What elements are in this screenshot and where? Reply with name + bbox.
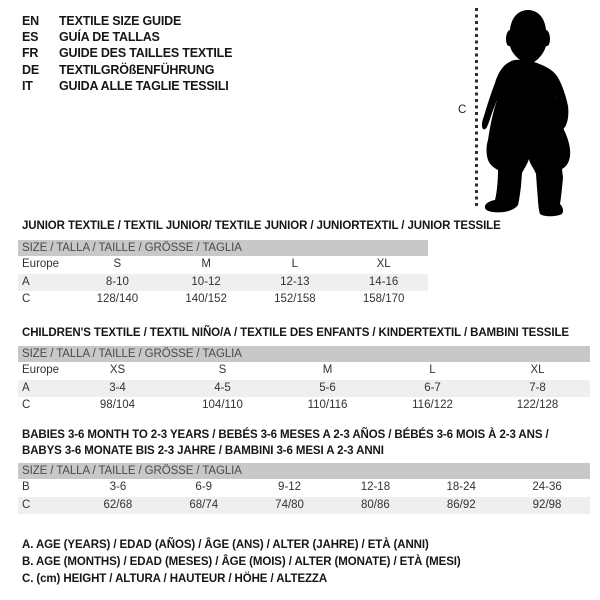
height-dashed-line (475, 8, 478, 209)
children-table-title (22, 325, 569, 341)
size-cell: M (322, 364, 333, 376)
babies-table-title-line: BABIES 3-6 MONTH TO 2-3 YEARS / BEBÉS 3-6 MESES A 2-3 AÑOS / BÉBÉS 3-6 MOIS À 2-3 ANS / (22, 429, 549, 441)
size-cell: 9-12 (278, 481, 302, 493)
size-cell: 3-4 (109, 381, 126, 394)
babies-size-table (18, 463, 590, 514)
babies-table-title (22, 427, 549, 459)
legend-note-a: A. AGE (YEARS) / EDAD (AÑOS) / ÂGE (ANS) / ALTER (JAHRE) / ETÀ (ANNI) (22, 539, 429, 551)
size-cell: 10-12 (191, 275, 221, 288)
language-row (22, 45, 232, 61)
children-size-table (18, 346, 590, 415)
size-cell: 24-36 (532, 481, 562, 493)
language-code: DE (22, 62, 39, 77)
language-row (22, 78, 232, 94)
table-row (18, 274, 428, 292)
table-row (18, 291, 428, 309)
row-label: A (22, 275, 30, 288)
size-cell: 8-10 (105, 275, 129, 288)
size-cell: 3-6 (109, 481, 127, 493)
row-label: C (22, 498, 31, 511)
size-cell: 5-6 (319, 381, 336, 394)
size-cell: 110/116 (307, 399, 348, 411)
size-cell: S (113, 258, 122, 270)
size-cell: 122/128 (516, 399, 559, 411)
row-label: B (22, 481, 30, 493)
language-title: GUIDE DES TAILLES TEXTILE (59, 46, 233, 61)
language-title: GUÍA DE TALLAS (59, 30, 160, 45)
size-cell: 116/122 (412, 399, 453, 411)
size-cell: 18-24 (446, 481, 476, 493)
table-row (18, 497, 590, 515)
table-row (18, 479, 590, 497)
language-code: FR (22, 46, 39, 61)
size-cell: L (291, 258, 299, 270)
table-row (18, 362, 590, 380)
size-cell: 12-13 (280, 275, 310, 288)
size-cell: 12-18 (360, 481, 391, 493)
legend-notes (22, 537, 461, 589)
language-code: ES (22, 30, 39, 45)
size-cell: 92/98 (532, 498, 562, 511)
baby-silhouette-icon (480, 8, 574, 218)
language-title-list (22, 13, 232, 94)
size-cell: 14-16 (368, 275, 399, 288)
size-cell: 6-9 (195, 481, 213, 493)
size-cell: 158/170 (362, 293, 405, 305)
size-cell: 98/104 (99, 399, 136, 411)
babies-table-title-line: BABYS 3-6 MONATE BIS 2-3 JAHRE / BAMBINI 3-6 MESI A 2-3 ANNI (22, 445, 384, 457)
row-label: C (22, 399, 31, 411)
language-title: TEXTILGRÖßENFÜHRUNG (59, 62, 215, 77)
legend-note-b: B. AGE (MONTHS) / EDAD (MESES) / ÂGE (MOIS) / ALTER (MONATE) / ETÀ (MESI) (22, 556, 461, 569)
table-row (18, 256, 428, 274)
children-table-title-line: CHILDREN'S TEXTILE / TEXTIL NIÑO/A / TEXTILE DES ENFANTS / KINDERTEXTIL / BAMBINI TESSILE (22, 327, 569, 339)
size-cell: L (429, 364, 436, 376)
junior-table-title-line: JUNIOR TEXTILE / TEXTIL JUNIOR/ TEXTILE JUNIOR / JUNIORTEXTIL / JUNIOR TESSILE (22, 220, 501, 232)
size-cell: M (201, 258, 211, 270)
language-row (22, 62, 232, 78)
size-cell: 4-5 (214, 381, 231, 394)
language-row (22, 13, 232, 29)
row-label: Europe (22, 258, 60, 270)
size-cell: 62/68 (103, 498, 133, 511)
size-cell: 128/140 (96, 293, 139, 305)
size-cell: XL (530, 364, 545, 376)
size-cell: 74/80 (275, 498, 304, 511)
table-row (18, 397, 590, 415)
language-code: EN (22, 14, 39, 29)
language-title: TEXTILE SIZE GUIDE (59, 14, 182, 29)
size-cell: XL (376, 258, 391, 270)
table-row (18, 380, 590, 398)
size-cell: 80/86 (361, 498, 390, 511)
size-cell: 140/152 (185, 293, 227, 305)
size-cell: XS (109, 364, 126, 376)
size-cell: 68/74 (189, 498, 219, 511)
row-label: C (22, 293, 31, 305)
size-cell: 152/158 (274, 293, 316, 305)
size-header-bar: SIZE / TALLA / TAILLE / GRÖSSE / TAGLIA (18, 463, 590, 479)
language-title: GUIDA ALLE TAGLIE TESSILI (59, 78, 229, 93)
legend-note-c: C. (cm) HEIGHT / ALTURA / HAUTEUR / HÖHE / ALTEZZA (22, 573, 328, 586)
junior-table-title (22, 218, 501, 234)
size-header-bar: SIZE / TALLA / TAILLE / GRÖSSE / TAGLIA (18, 240, 428, 256)
row-label: Europe (22, 364, 60, 376)
height-measure-label: C (458, 104, 467, 116)
size-cell: 6-7 (424, 381, 441, 394)
junior-size-table (18, 240, 428, 309)
size-cell: 104/110 (202, 399, 243, 411)
size-cell: 7-8 (529, 381, 546, 394)
size-header-bar: SIZE / TALLA / TAILLE / GRÖSSE / TAGLIA (18, 346, 590, 362)
size-cell: S (218, 364, 227, 376)
language-code: IT (22, 78, 33, 93)
size-cell: 86/92 (446, 498, 476, 511)
language-row (22, 29, 232, 45)
row-label: A (22, 381, 30, 394)
